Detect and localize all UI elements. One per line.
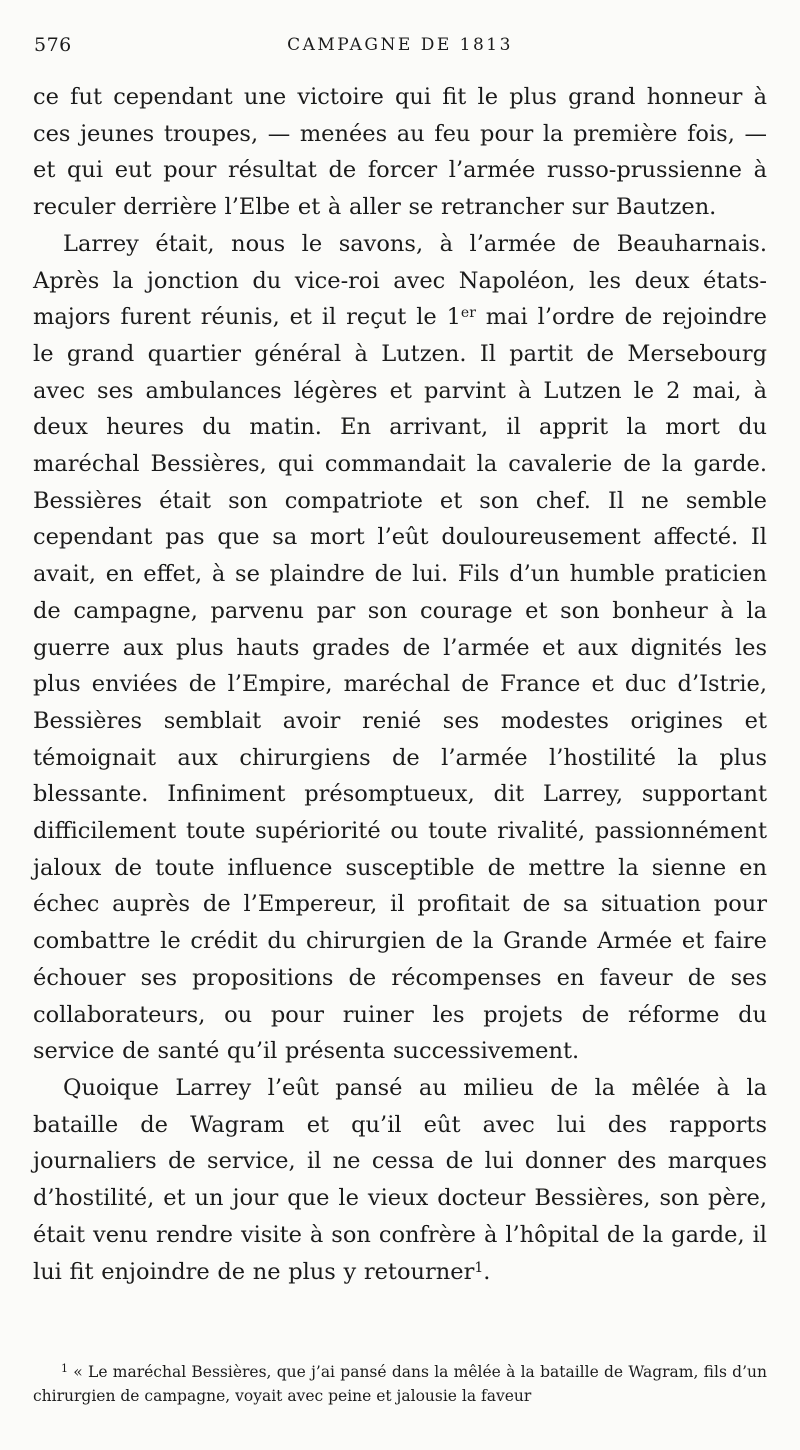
paragraph-3-text-end: . — [483, 1258, 491, 1285]
paragraph-2 — [33, 226, 767, 1070]
paragraph-2-text-end: mai l’ordre de rejoindre le grand quartier général à Lutzen. Il partit de Mersebourg avec ses ambulances légères et parvint à Lutzen le 2 mai, à deux heures du matin. En arrivant, il apprit la mort du maréchal Bessières, qui commandait la cavalerie de la garde. Bessières était son compatriote et son chef. Il ne semble cependant pas que sa mort l’eût douloureusement affecté. Il avait, en effet, à se plaindre de lui. Fils d’un humble praticien de campagne, parvenu par son courage et son bonheur à la guerre aux plus hauts grades de l’armée et aux dignités les plus enviées de l’Empire, maréchal de France et duc d’Istrie, Bessières semblait avoir renié ses modestes origines et témoignait aux chirurgiens de l’armée l’hostilité la plus blessante. Infiniment présomptueux, dit Larrey, supportant difficilement toute supériorité ou toute rivalité, passionnément jaloux de toute influence susceptible de mettre la sienne en échec auprès de l’Empereur, il profitait de sa situation pour combattre le crédit du chirurgien de la Grande Armée et faire échouer ses propositions de récompenses en faveur de ses collaborateurs, ou pour ruiner les projets de réforme du service de santé qu’il présenta successivement. — [33, 304, 767, 1065]
paragraph-3 — [33, 1070, 767, 1290]
page-header — [34, 34, 766, 58]
footnote-text: « Le maréchal Bessières, que j’ai pansé dans la mêlée à la bataille de Wagram, fils d’un chirurgien de campagne, voyait avec peine et jalousie la faveur — [33, 1363, 767, 1405]
body-text — [33, 79, 767, 1290]
paragraph-1: ce fut cependant une victoire qui fit le plus grand honneur à ces jeunes troupes, — menées au feu pour la première fois, — et qui eut pour résultat de forcer l’armée russo-prussienne à reculer derrière l’Elbe et à aller se retrancher sur Bautzen. — [33, 84, 767, 221]
ordinal-superscript: er — [460, 305, 476, 322]
paragraph-3-text-start: Quoique Larrey l’eût pansé au milieu de la mêlée à la bataille de Wagram et qu’il eût avec lui des rapports journaliers de service, il ne cessa de lui donner des marques d’hostilité, et un jour que le vieux docteur Bessières, son père, était venu rendre visite à son confrère à l’hôpital de la garde, il lui fit enjoindre de ne plus y retourner — [33, 1074, 767, 1285]
paragraph-2-text-start: Larrey était, nous le savons, à l’armée de Beauharnais. Après la jonction du vice-roi avec Napoléon, les deux états-majors furent réunis, et il reçut le 1 — [33, 230, 767, 331]
footnote-reference: 1 — [474, 1259, 484, 1276]
footnote-marker: 1 — [61, 1362, 68, 1375]
page-number: 576 — [34, 34, 72, 56]
running-title: CAMPAGNE DE 1813 — [287, 35, 513, 55]
footnote — [33, 1360, 767, 1408]
